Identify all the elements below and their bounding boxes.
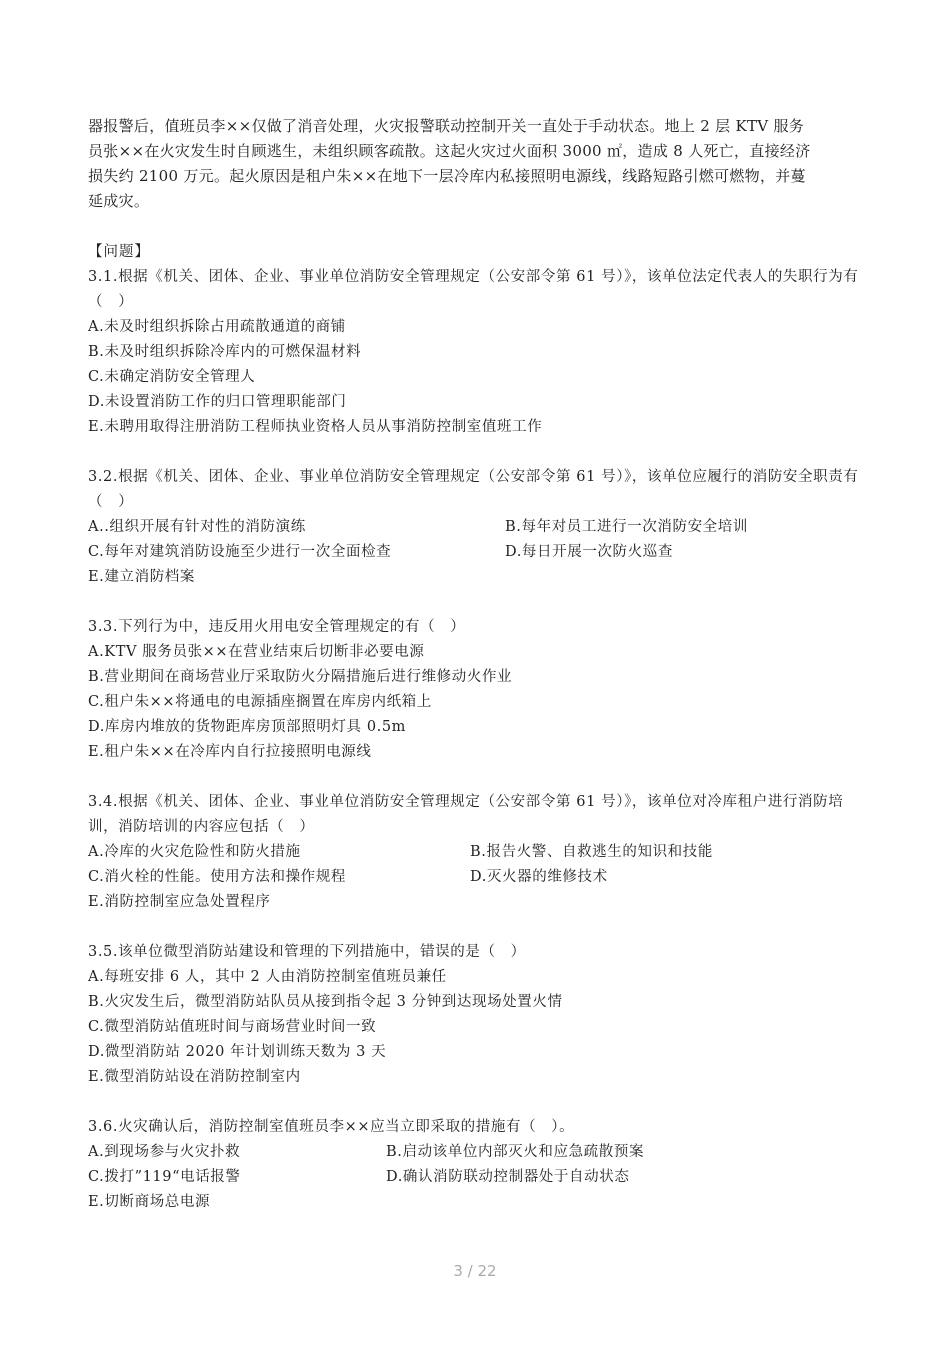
option-a: A.到现场参与火灾扑救 bbox=[88, 1144, 241, 1160]
option-e: E.建立消防档案 bbox=[88, 569, 195, 585]
question-3-5 bbox=[88, 940, 868, 1090]
question-stem: 3.5.该单位微型消防站建设和管理的下列措施中，错误的是（ ） bbox=[88, 944, 526, 960]
option-d: D.未设置消防工作的归口管理职能部门 bbox=[88, 394, 347, 410]
option-c: C.未确定消防安全管理人 bbox=[88, 369, 256, 385]
option-b: B.未及时组织拆除冷库内的可燃保温材料 bbox=[88, 344, 362, 360]
intro-line: 损失约 2100 万元。起火原因是租户朱××在地下一层冷库内私接照明电源线，线路短路引燃可燃物，并蔓 bbox=[88, 167, 806, 185]
intro-line: 器报警后，值班员李××仅做了消音处理，火灾报警联动控制开关一直处于手动状态。地上 2 层 KTV 服务 bbox=[88, 117, 805, 135]
question-3-3 bbox=[88, 615, 868, 765]
option-row bbox=[88, 1165, 868, 1190]
option-d: D.灭火器的维修技术 bbox=[470, 869, 608, 885]
option-a: A.未及时组织拆除占用疏散通道的商铺 bbox=[88, 319, 346, 335]
option-b: B.报告火警、自救逃生的知识和技能 bbox=[470, 844, 713, 860]
option-row bbox=[88, 865, 868, 890]
option-b: B.启动该单位内部灭火和应急疏散预案 bbox=[386, 1144, 645, 1160]
page-number: 3 / 22 bbox=[453, 1262, 497, 1280]
question-stem: 3.1.根据《机关、团体、企业、事业单位消防安全管理规定（公安部令第 61 号）》，该单位法定代表人的失职行为有（ ） bbox=[88, 269, 859, 310]
option-d: D.微型消防站 2020 年计划训练天数为 3 天 bbox=[88, 1044, 387, 1060]
option-a: A.每班安排 6 人，其中 2 人由消防控制室值班员兼任 bbox=[88, 969, 447, 985]
option-d: D.每日开展一次防火巡查 bbox=[505, 544, 673, 560]
option-b: B.营业期间在商场营业厅采取防火分隔措施后进行维修动火作业 bbox=[88, 669, 513, 685]
option-d: D.库房内堆放的货物距库房顶部照明灯具 0.5m bbox=[88, 719, 407, 735]
option-e: E.微型消防站设在消防控制室内 bbox=[88, 1069, 301, 1085]
intro-line: 员张××在火灾发生时自顾逃生，未组织顾客疏散。这起火灾过火面积 3000 ㎡，造成 8 人死亡，直接经济 bbox=[88, 142, 811, 160]
option-row bbox=[88, 540, 868, 565]
question-list bbox=[88, 240, 868, 1215]
option-c: C.拨打”119“电话报警 bbox=[88, 1169, 241, 1185]
option-e: E.切断商场总电源 bbox=[88, 1194, 211, 1210]
option-e: E.未聘用取得注册消防工程师执业资格人员从事消防控制室值班工作 bbox=[88, 419, 543, 435]
option-d: D.确认消防联动控制器处于自动状态 bbox=[386, 1169, 630, 1185]
option-e: E.消防控制室应急处置程序 bbox=[88, 894, 271, 910]
option-a: A.KTV 服务员张××在营业结束后切断非必要电源 bbox=[88, 644, 425, 660]
question-3-4 bbox=[88, 790, 868, 915]
option-c: C.每年对建筑消防设施至少进行一次全面检查 bbox=[88, 544, 392, 560]
option-row bbox=[88, 515, 868, 540]
question-stem: 3.3.下列行为中，违反用火用电安全管理规定的有（ ） bbox=[88, 619, 466, 635]
option-b: B.每年对员工进行一次消防安全培训 bbox=[505, 519, 748, 535]
intro-line: 延成灾。 bbox=[88, 192, 150, 210]
option-a: A..组织开展有针对性的消防演练 bbox=[88, 519, 306, 535]
option-c: C.租户朱××将通电的电源插座搁置在库房内纸箱上 bbox=[88, 694, 432, 710]
question-3-6 bbox=[88, 1115, 868, 1215]
question-stem: 3.6.火灾确认后，消防控制室值班员李××应当立即采取的措施有（ ）。 bbox=[88, 1119, 575, 1135]
option-e: E.租户朱××在冷库内自行拉接照明电源线 bbox=[88, 744, 372, 760]
option-row bbox=[88, 1140, 868, 1165]
question-stem: 3.2.根据《机关、团体、企业、事业单位消防安全管理规定（公安部令第 61 号）》，该单位应履行的消防安全职责有（ ） bbox=[88, 469, 859, 510]
question-3-1 bbox=[88, 265, 868, 440]
option-c: C.消火栓的性能。使用方法和操作规程 bbox=[88, 869, 346, 885]
section-label: 【问题】 bbox=[88, 244, 150, 260]
option-c: C.微型消防站值班时间与商场营业时间一致 bbox=[88, 1019, 377, 1035]
option-a: A.冷库的火灾危险性和防火措施 bbox=[88, 844, 301, 860]
option-row bbox=[88, 840, 868, 865]
question-3-2 bbox=[88, 465, 868, 590]
option-b: B.火灾发生后，微型消防站队员从接到指令起 3 分钟到达现场处置火情 bbox=[88, 994, 563, 1010]
case-description bbox=[88, 114, 868, 214]
question-stem: 3.4.根据《机关、团体、企业、事业单位消防安全管理规定（公安部令第 61 号）》，该单位对冷库租户进行消防培训，消防培训的内容应包括（ ） bbox=[88, 794, 844, 835]
